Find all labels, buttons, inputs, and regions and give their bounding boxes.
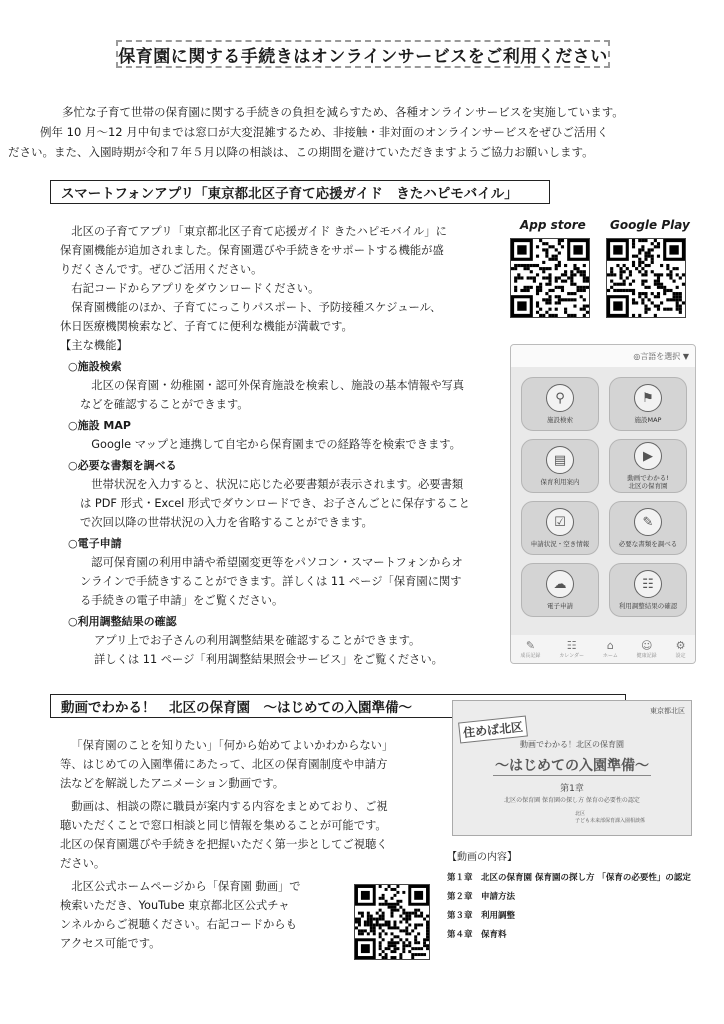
home-icon: ⌂ — [606, 639, 614, 652]
app-store-label: App store — [520, 218, 586, 232]
tile-label: 施設MAP — [634, 416, 662, 424]
paragraph: 検索いただき、YouTube 東京都北区公式チャ — [60, 899, 290, 912]
nav-home[interactable] — [603, 639, 618, 659]
tile-label: 保育利用案内 — [540, 478, 580, 486]
feature-line: Google マップと連携して自宅から保育園までの経路等を検索できます。 — [91, 438, 461, 451]
video-contents — [447, 848, 717, 945]
bottom-nav — [511, 635, 695, 663]
video-thumbnail[interactable] — [452, 700, 692, 836]
paragraph: 聴いただくことで窓口相談と同じ情報を集めることが可能です。 — [60, 819, 387, 832]
calendar-icon: ☷ — [634, 570, 662, 598]
nav-settings[interactable] — [676, 639, 686, 659]
feature-documents — [60, 456, 500, 532]
tile-label: 施設検索 — [547, 416, 573, 424]
gear-icon: ⚙ — [675, 639, 686, 652]
tile-result-check[interactable] — [609, 563, 687, 617]
paragraph: 北区の保育園選びや手続きを把握いただく第一歩としてご視聴く — [60, 838, 388, 851]
kita-logo: 住めば北区 — [458, 716, 528, 744]
tile-facility-map[interactable] — [609, 377, 687, 431]
smile-icon: ☺ — [640, 639, 653, 652]
paragraph: ンネルからご視聴ください。右記コードからも — [60, 918, 297, 931]
thumbnail-org: 北区 子ども未来部保育課入園相談係 — [575, 811, 646, 824]
tile-label: 必要な書類を調べる — [618, 540, 678, 548]
thumbnail-subtitle: 動画でわかる！北区の保育園 — [520, 740, 624, 749]
paragraph: 保育園機能のほか、子育てにっこりパスポート、予防接種スケジュール、 — [71, 301, 442, 314]
paragraph: ださい。 — [60, 857, 106, 870]
tile-usage-guide[interactable] — [521, 439, 599, 493]
chapter-item: 第２章 申請方法 — [447, 892, 516, 902]
paragraph: 休日医療機関検索など、子育てに便利な機能が満載です。 — [60, 320, 353, 333]
tile-label: 動画でわかる! 北区の保育園 — [627, 474, 669, 490]
feature-line: る手続きの電子申請」をご覧ください。 — [80, 594, 284, 607]
nav-label: ホーム — [602, 653, 618, 659]
feature-desc — [68, 475, 500, 532]
tile-facility-search[interactable] — [521, 377, 599, 431]
feature-desc — [68, 553, 500, 610]
brand-label: 東京都北区 — [650, 707, 685, 715]
feature-desc — [68, 376, 500, 414]
app-store-qr-code[interactable] — [510, 238, 590, 318]
play-icon: ▶ — [634, 442, 662, 470]
feature-title: ○利用調整結果の確認 — [68, 615, 177, 628]
thumbnail-title: ～はじめての入園準備～ — [495, 758, 649, 774]
app-menu-grid — [521, 377, 687, 617]
paragraph: アクセス可能です。 — [60, 937, 161, 950]
document-icon: ▤ — [546, 446, 574, 474]
nav-growth-record[interactable] — [520, 639, 540, 659]
feature-line: 世帯状況を入力すると、状況に応じた必要書類が表示されます。必要書類 — [91, 478, 464, 491]
feature-search — [60, 357, 500, 414]
nav-health-record[interactable] — [637, 639, 657, 659]
feature-line: などを確認することができます。 — [80, 398, 249, 411]
tile-required-documents[interactable] — [609, 501, 687, 555]
intro-line: 例年 10 月～12 月中旬までは窓口が大変混雑するため、非接触・非対面のオンラインサービスをぜひご活用く — [40, 125, 609, 139]
pencil-icon: ✎ — [525, 639, 536, 652]
paragraph: 法などを解説したアニメーション動画です。 — [60, 777, 285, 790]
paragraph: りだくさんです。ぜひご活用ください。 — [60, 263, 263, 276]
nav-calendar[interactable] — [559, 639, 584, 659]
feature-e-application — [60, 534, 500, 610]
thumbnail-desc: 北区の保育園 保育園の探し方 保育の必要性の認定 — [504, 797, 640, 804]
paragraph: 「保育園のことを知りたい」「何から始めてよいかわからない」 — [71, 739, 394, 752]
chapter-item: 第３章 利用調整 — [447, 911, 516, 921]
feature-line: 北区の保育園・幼稚園・認可外保育施設を検索し、施設の基本情報や写真 — [91, 379, 465, 392]
tile-label: 申請状況・空き情報 — [530, 540, 590, 548]
paragraph: 北区の子育てアプリ「東京都北区子育て応援ガイド きたハピモバイル」に — [71, 225, 447, 238]
intro-text — [8, 102, 716, 162]
qr-code-icon — [607, 239, 685, 317]
intro-line: ださい。また、入園時期が令和７年５月以降の相談は、この期間を避けていただきますようご協力お願いします。 — [8, 145, 594, 159]
feature-line: アプリ上でお子さんの利用調整結果を確認することができます。 — [94, 634, 421, 647]
tile-video[interactable] — [609, 439, 687, 493]
tile-label: 電子申請 — [547, 602, 573, 610]
paragraph: 北区公式ホームページから「保育園 動画」で — [71, 880, 301, 893]
paragraph: 右記コードからアプリをダウンロードください。 — [71, 282, 320, 295]
tile-application-status[interactable] — [521, 501, 599, 555]
feature-line: は PDF 形式・Excel 形式でダウンロードでき、お子さんごとに保存すること — [80, 497, 470, 510]
section-header-app: スマートフォンアプリ「東京都北区子育て応援ガイド きたハピモバイル」 — [50, 180, 550, 204]
tile-e-application[interactable] — [521, 563, 599, 617]
intro-line: 多忙な子育て世帯の保育園に関する手続きの負担を減らすため、各種オンラインサービスを実施しています。 — [62, 105, 624, 119]
youtube-qr-code[interactable] — [354, 884, 430, 960]
main-features-label: 【主な機能】 — [60, 339, 128, 352]
feature-desc — [68, 631, 500, 669]
cloud-upload-icon: ☁ — [546, 570, 574, 598]
feature-result-check — [60, 612, 500, 669]
qr-code-icon — [511, 239, 589, 317]
feature-line: 認可保育園の利用申請や希望園変更等をパソコン・スマートフォンからオ — [91, 556, 463, 569]
nav-label: カレンダー — [559, 653, 584, 659]
magnifier-icon: ⚲ — [546, 384, 574, 412]
map-icon: ⚑ — [634, 384, 662, 412]
section-header-video: 動画でわかる！ 北区の保育園 ～はじめての入園準備～ — [50, 694, 626, 718]
page-title: 保育園に関する手続きはオンラインサービスをご利用ください — [116, 40, 610, 68]
feature-line: 詳しくは 11 ページ「利用調整結果照会サービス」をご覧ください。 — [94, 653, 443, 666]
feature-title: ○必要な書類を調べる — [68, 459, 177, 472]
chapter-item: 第４章 保育料 — [447, 930, 507, 940]
edit-icon: ✎ — [634, 508, 662, 536]
google-play-label: Google Play — [610, 218, 690, 232]
feature-line: ンラインで手続きすることができます。詳しくは 11 ページ「保育園に関す — [80, 575, 462, 588]
app-screenshot — [510, 344, 696, 664]
divider — [493, 775, 651, 776]
language-select[interactable]: ◎言語を選択 ▼ — [511, 345, 695, 367]
feature-line: で次回以降の世帯状況の入力を省略することができます。 — [80, 516, 373, 529]
nav-label: 設定 — [675, 653, 686, 659]
nav-label: 成長記録 — [520, 653, 541, 659]
thumbnail-chapter: 第1章 — [560, 784, 584, 794]
google-play-qr-code[interactable] — [606, 238, 686, 318]
paragraph: 動画は、相談の際に職員が案内する内容をまとめており、ご視 — [71, 800, 388, 813]
paragraph: 保育園機能が追加されました。保育園選びや手続きをサポートする機能が盛 — [60, 244, 444, 257]
calendar-icon: ☷ — [566, 639, 577, 652]
app-description — [60, 222, 500, 669]
checklist-icon: ☑ — [546, 508, 574, 536]
tile-label: 利用調整結果の確認 — [618, 602, 678, 610]
feature-title: ○施設検索 — [68, 360, 122, 373]
paragraph: 等、はじめての入園準備にあたって、北区の保育園制度や申請方 — [60, 758, 388, 771]
feature-desc — [68, 435, 500, 454]
feature-map — [60, 416, 500, 454]
chapter-item: 第１章 北区の保育園 保育園の探し方 「保育の必要性」の認定 — [447, 873, 691, 883]
qr-code-icon — [355, 885, 429, 959]
contents-title: 【動画の内容】 — [447, 852, 517, 863]
feature-title: ○電子申請 — [68, 537, 122, 550]
nav-label: 健康記録 — [636, 653, 657, 659]
feature-title: ○施設 MAP — [68, 419, 131, 432]
